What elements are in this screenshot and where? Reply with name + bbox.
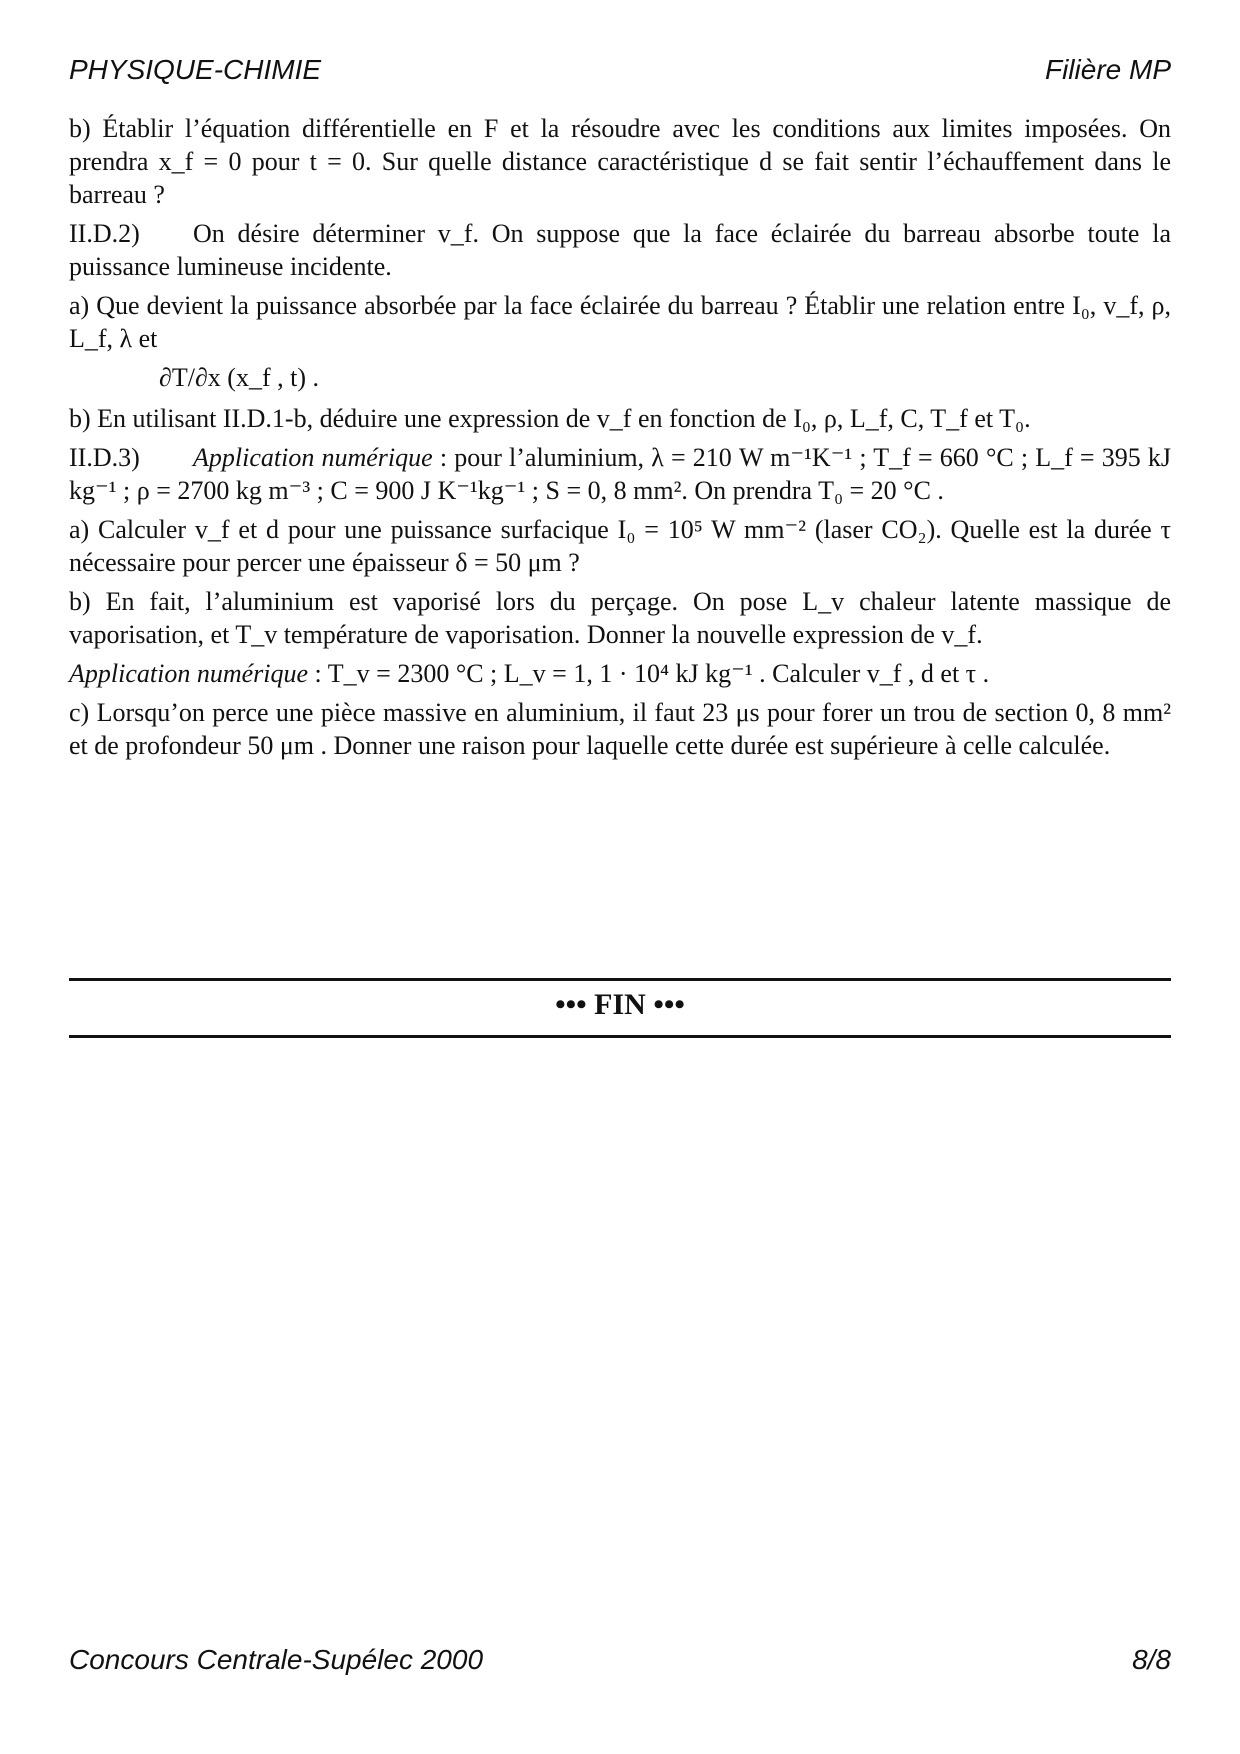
section-label-iid3: II.D.3)	[69, 443, 140, 472]
paragraph-a-calculate: a) Calculer v_f et d pour une puissance surfacique I₀ = 10⁵ W mm⁻² (laser CO₂). Quelle est la durée τ nécessaire pour percer une épaisseur δ = 50 μm ?	[69, 515, 1171, 577]
document-body	[69, 112, 1171, 768]
paragraph-c-drilling: c) Lorsqu’on perce une pièce massive en aluminium, il faut 23 μs pour forer un trou de section 0, 8 mm² et de profondeur 50 μm . Donner une raison pour laquelle cette durée est supérieure à celle calculée.	[69, 698, 1171, 760]
formula-text: ∂T/∂x (x_f , t) .	[159, 363, 319, 392]
paragraph-application-2-text: : T_v = 2300 °C ; L_v = 1, 1 · 10⁴ kJ kg⁻¹ . Calculer v_f , d et τ .	[314, 659, 990, 688]
paragraph-iid2-text: On désire déterminer v_f. On suppose que la face éclairée du barreau absorbe toute la puissance lumineuse incidente.	[69, 219, 1171, 281]
footer-exam-name: Concours Centrale-Supélec 2000	[69, 1644, 484, 1675]
formula-dT-dx	[159, 361, 1171, 394]
paragraph-iid3	[69, 441, 1171, 507]
header-subject: PHYSIQUE-CHIMIE	[69, 54, 322, 85]
paragraph-iid2	[69, 217, 1171, 283]
paragraph-a-power: a) Que devient la puissance absorbée par la face éclairée du barreau ? Établir une relation entre I₀, v_f, ρ, L_f, λ et	[69, 291, 1171, 353]
divider-top	[69, 978, 1171, 981]
paragraph-b-vaporisation: b) En fait, l’aluminium est vaporisé lors du perçage. On pose L_v chaleur latente massique de vaporisation, et T_v température de vaporisation. Donner la nouvelle expression de v_f.	[69, 587, 1171, 649]
paragraph-iid3-text: : pour l’aluminium, λ = 210 W m⁻¹K⁻¹ ; T_f = 660 °C ; L_f = 395 kJ kg⁻¹ ; ρ = 2700 kg m⁻³ ; C = 900 J K⁻¹kg⁻¹ ; S = 0, 8 mm². On prendra T₀ = 20 °C .	[69, 443, 1171, 505]
header-track: Filière MP	[1044, 54, 1171, 85]
section-label-iid2: II.D.2)	[69, 219, 140, 248]
paragraph-b-expression: b) En utilisant II.D.1-b, déduire une expression de v_f en fonction de I₀, ρ, L_f, C, T_f et T₀.	[69, 404, 1031, 433]
divider-bottom	[69, 1035, 1171, 1038]
paragraph-application-2	[69, 657, 1171, 690]
paragraph-b-differential: b) Établir l’équation différentielle en F et la résoudre avec les conditions aux limites imposées. On prendra x_f = 0 pour t = 0. Sur quelle distance caractéristique d se fait sentir l’échauffement dans le barreau ?	[69, 114, 1171, 209]
application-numerique-label: Application numérique	[193, 443, 433, 472]
end-marker: ••• FIN •••	[555, 988, 685, 1021]
application-numerique-label-2: Application numérique	[69, 659, 309, 688]
footer-page-number: 8/8	[1132, 1644, 1171, 1675]
